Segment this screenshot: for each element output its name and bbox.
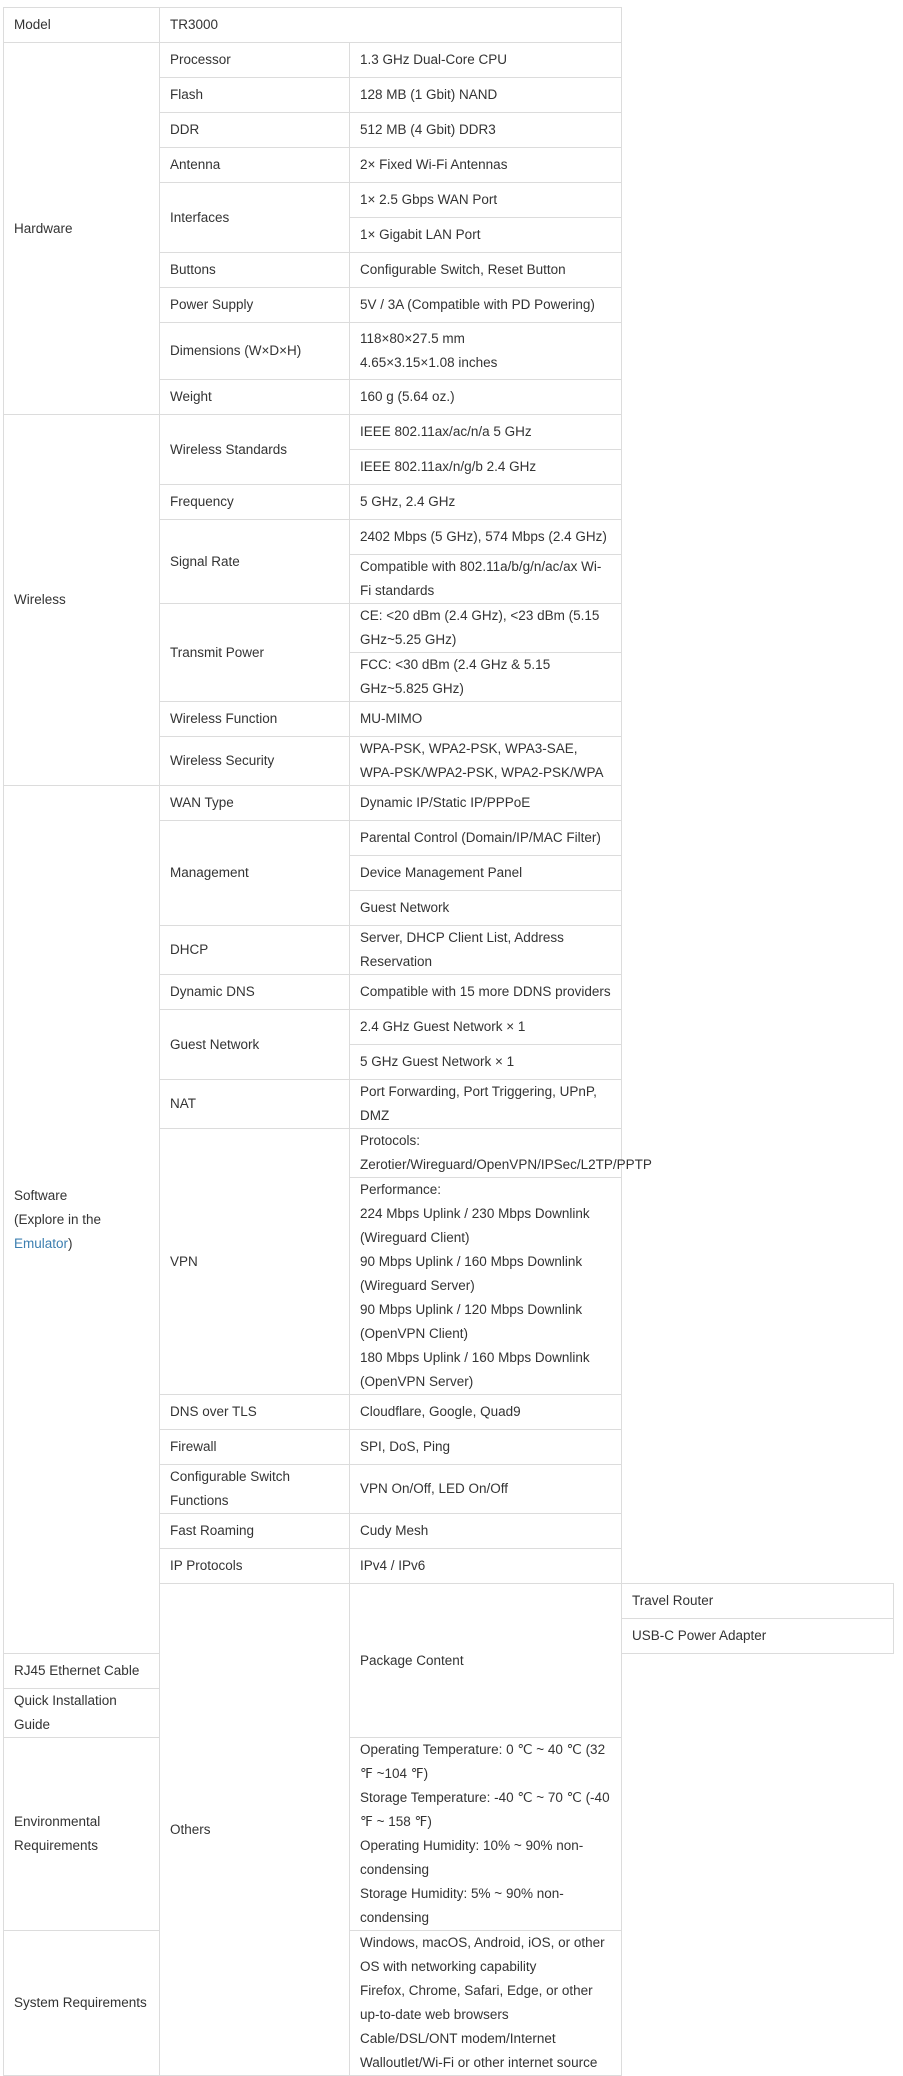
- spec-line: Operating Humidity: 10% ~ 90% non-condensing: [360, 1838, 584, 1877]
- table-row: [4, 1931, 894, 2076]
- spec-label: Flash: [160, 78, 350, 113]
- spec-label: Weight: [160, 380, 350, 415]
- spec-line: 180 Mbps Uplink / 160 Mbps Downlink (OpenVPN Server): [360, 1350, 590, 1389]
- spec-value: Server, DHCP Client List, Address Reservation: [350, 926, 622, 975]
- spec-label: IP Protocols: [160, 1549, 350, 1584]
- spec-value: [350, 323, 622, 380]
- spec-value: 128 MB (1 Gbit) NAND: [350, 78, 622, 113]
- spec-value: [350, 1931, 622, 2076]
- spec-table: [3, 7, 894, 2076]
- note-suffix: ): [68, 1235, 73, 1251]
- spec-label: Configurable Switch Functions: [160, 1465, 350, 1514]
- spec-value: 5V / 3A (Compatible with PD Powering): [350, 288, 622, 323]
- spec-label: Fast Roaming: [160, 1514, 350, 1549]
- model-label: Model: [4, 8, 160, 43]
- spec-label: Firewall: [160, 1430, 350, 1465]
- spec-label: Buttons: [160, 253, 350, 288]
- spec-value: 160 g (5.64 oz.): [350, 380, 622, 415]
- spec-label: Frequency: [160, 485, 350, 520]
- spec-label: Interfaces: [160, 183, 350, 253]
- spec-value: IEEE 802.11ax/n/g/b 2.4 GHz: [350, 450, 622, 485]
- spec-label: System Requirements: [4, 1931, 160, 2076]
- spec-value: FCC: <30 dBm (2.4 GHz & 5.15 GHz~5.825 GHz): [350, 653, 622, 702]
- spec-line: Performance:: [360, 1182, 442, 1197]
- group-software: [4, 786, 160, 1654]
- model-value: TR3000: [160, 8, 622, 43]
- spec-label: NAT: [160, 1080, 350, 1129]
- spec-value: RJ45 Ethernet Cable: [4, 1654, 160, 1689]
- spec-label: Processor: [160, 43, 350, 78]
- spec-value: Cudy Mesh: [350, 1514, 622, 1549]
- spec-value: CE: <20 dBm (2.4 GHz), <23 dBm (5.15 GHz~5.25 GHz): [350, 604, 622, 653]
- spec-value: Port Forwarding, Port Triggering, UPnP, DMZ: [350, 1080, 622, 1129]
- spec-line: 90 Mbps Uplink / 120 Mbps Downlink (OpenVPN Client): [360, 1302, 583, 1341]
- emulator-link[interactable]: Emulator: [14, 1235, 69, 1251]
- spec-value: 5 GHz Guest Network × 1: [350, 1045, 622, 1080]
- spec-label: WAN Type: [160, 786, 350, 821]
- spec-line: Windows, macOS, Android, iOS, or other OS with networking capability: [360, 1935, 605, 1974]
- spec-label: Management: [160, 821, 350, 926]
- spec-value: MU-MIMO: [350, 702, 622, 737]
- spec-value: [350, 1178, 622, 1395]
- spec-line: Firefox, Chrome, Safari, Edge, or other up-to-date web browsers: [360, 1983, 593, 2022]
- table-row: [4, 415, 894, 450]
- spec-line: 224 Mbps Uplink / 230 Mbps Downlink (Wireguard Client): [360, 1206, 590, 1245]
- spec-value: 5 GHz, 2.4 GHz: [350, 485, 622, 520]
- spec-value: Compatible with 15 more DDNS providers: [350, 975, 622, 1010]
- spec-label: Dimensions (W×D×H): [160, 323, 350, 380]
- spec-label: Dynamic DNS: [160, 975, 350, 1010]
- spec-value: 512 MB (4 Gbit) DDR3: [350, 113, 622, 148]
- spec-value: Dynamic IP/Static IP/PPPoE: [350, 786, 622, 821]
- spec-label: Environmental Requirements: [4, 1738, 160, 1931]
- spec-value: IEEE 802.11ax/ac/n/a 5 GHz: [350, 415, 622, 450]
- spec-value: Configurable Switch, Reset Button: [350, 253, 622, 288]
- spec-line: Storage Temperature: -40 ℃ ~ 70 ℃ (-40 ℉ ~ 158 ℉): [360, 1790, 610, 1829]
- spec-line: 118×80×27.5 mm: [360, 331, 465, 346]
- group-software-note: [14, 1208, 149, 1256]
- spec-label: DDR: [160, 113, 350, 148]
- spec-value: Device Management Panel: [350, 856, 622, 891]
- table-row: [4, 8, 894, 43]
- spec-value: WPA-PSK, WPA2-PSK, WPA3-SAE, WPA-PSK/WPA2-PSK, WPA2-PSK/WPA: [350, 737, 622, 786]
- spec-line: Cable/DSL/ONT modem/Internet Walloutlet/Wi-Fi or other internet source: [360, 2031, 598, 2070]
- spec-value: [350, 1738, 622, 1931]
- spec-label: Guest Network: [160, 1010, 350, 1080]
- spec-label: Wireless Security: [160, 737, 350, 786]
- spec-label: Package Content: [350, 1584, 622, 1738]
- spec-value: Guest Network: [350, 891, 622, 926]
- spec-value: Travel Router: [622, 1584, 894, 1619]
- spec-label: Transmit Power: [160, 604, 350, 702]
- group-others: Others: [160, 1584, 350, 2076]
- spec-label: DHCP: [160, 926, 350, 975]
- spec-value: Protocols: Zerotier/Wireguard/OpenVPN/IPSec/L2TP/PPTP: [350, 1129, 622, 1178]
- spec-line: 4.65×3.15×1.08 inches: [360, 355, 498, 370]
- group-wireless: Wireless: [4, 415, 160, 786]
- spec-value: 2.4 GHz Guest Network × 1: [350, 1010, 622, 1045]
- spec-line: Operating Temperature: 0 ℃ ~ 40 ℃ (32 ℉ ~104 ℉): [360, 1742, 606, 1781]
- table-row: [4, 786, 894, 821]
- spec-value: SPI, DoS, Ping: [350, 1430, 622, 1465]
- spec-label: Power Supply: [160, 288, 350, 323]
- note-prefix: (Explore in the: [14, 1211, 102, 1227]
- spec-value: 1× 2.5 Gbps WAN Port: [350, 183, 622, 218]
- spec-value: Quick Installation Guide: [4, 1689, 160, 1738]
- group-hardware: Hardware: [4, 43, 160, 415]
- spec-value: VPN On/Off, LED On/Off: [350, 1465, 622, 1514]
- spec-label: Wireless Function: [160, 702, 350, 737]
- spec-value: 2× Fixed Wi-Fi Antennas: [350, 148, 622, 183]
- spec-value: 1× Gigabit LAN Port: [350, 218, 622, 253]
- spec-label: DNS over TLS: [160, 1395, 350, 1430]
- spec-value: Cloudflare, Google, Quad9: [350, 1395, 622, 1430]
- spec-value: Compatible with 802.11a/b/g/n/ac/ax Wi-Fi standards: [350, 555, 622, 604]
- spec-value: USB-C Power Adapter: [622, 1619, 894, 1654]
- table-row: [4, 1738, 894, 1931]
- spec-line: Storage Humidity: 5% ~ 90% non-condensing: [360, 1886, 564, 1925]
- spec-line: 90 Mbps Uplink / 160 Mbps Downlink (Wireguard Server): [360, 1254, 583, 1293]
- spec-value: 1.3 GHz Dual-Core CPU: [350, 43, 622, 78]
- spec-value: Parental Control (Domain/IP/MAC Filter): [350, 821, 622, 856]
- spec-value: 2402 Mbps (5 GHz), 574 Mbps (2.4 GHz): [350, 520, 622, 555]
- spec-label: Wireless Standards: [160, 415, 350, 485]
- spec-label: Antenna: [160, 148, 350, 183]
- spec-label: VPN: [160, 1129, 350, 1395]
- spec-value: IPv4 / IPv6: [350, 1549, 622, 1584]
- group-software-title: Software: [14, 1187, 68, 1203]
- spec-label: Signal Rate: [160, 520, 350, 604]
- table-row: [4, 43, 894, 78]
